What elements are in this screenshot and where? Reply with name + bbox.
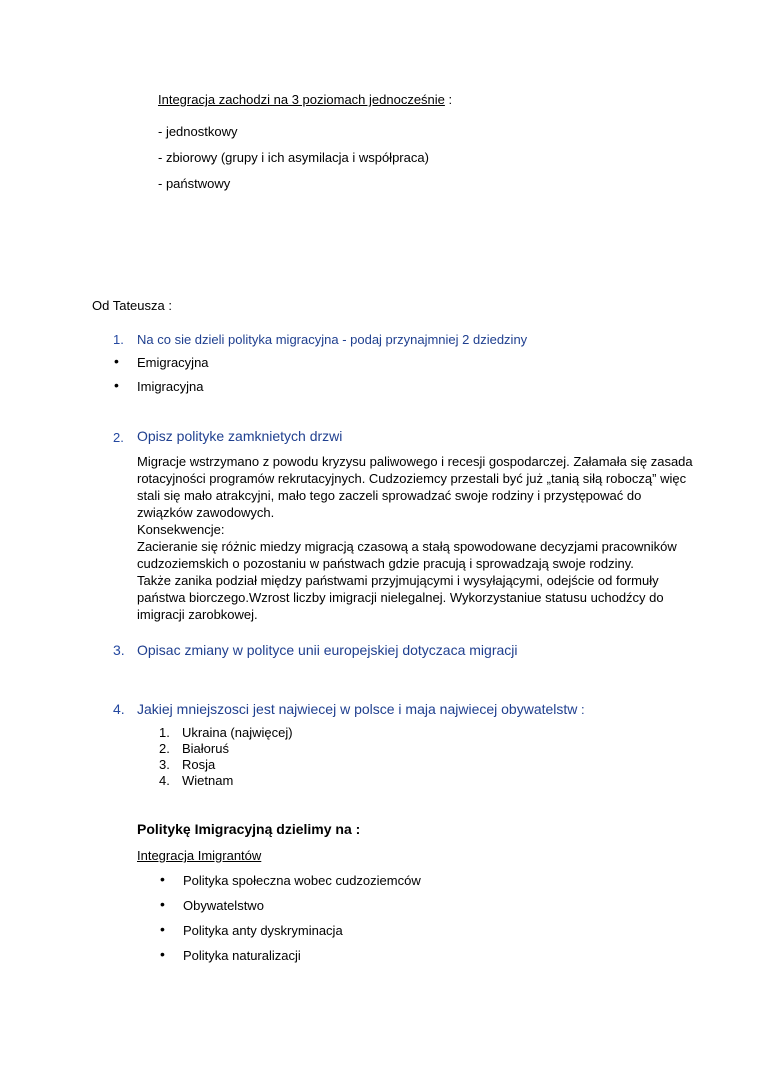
list-number: 4. [159, 773, 170, 788]
list-item: Polityka naturalizacji [183, 948, 301, 963]
paragraph-line: Także zanika podział między państwami przyjmującymi i wysyłającymi, odejście od formuły [137, 573, 659, 588]
paragraph-line: stali się mało atrakcyjni, mało tego zaczeli sprowadzać swoje rodziny i przystępować do [137, 488, 642, 503]
author-label: Od Tateusza : [92, 298, 172, 313]
list-item: - jednostkowy [158, 124, 238, 139]
question-number: 1. [113, 332, 124, 347]
paragraph-line: imigracji zarobkowej. [137, 607, 258, 622]
question-number: 3. [113, 642, 125, 658]
paragraph-line: związków zawodowych. [137, 505, 275, 520]
question-title: Opisac zmiany w polityce unii europejskiej dotyczaca migracji [137, 642, 518, 658]
integration-heading [158, 92, 452, 107]
list-item: Polityka anty dyskryminacja [183, 923, 343, 938]
question-title-text: Jakiej mniejszosci jest najwiecej w polsce i maja najwiecej obywatelstw [137, 701, 578, 717]
bullet-icon: • [160, 921, 165, 937]
bullet-icon: • [160, 946, 165, 962]
paragraph-line: rotacyjności programów rekrutacyjnych. Cudzoziemcy przestali być już „tanią siłą roboczą” więc [137, 471, 687, 486]
section-subheading: Integracja Imigrantów [137, 848, 262, 863]
integration-heading-text: Integracja zachodzi na 3 poziomach jednocześnie [158, 92, 445, 107]
list-item: Imigracyjna [137, 379, 204, 394]
answer-paragraph [137, 453, 697, 623]
question-title: Na co sie dzieli polityka migracyjna - podaj przynajmniej 2 dziedziny [137, 332, 528, 347]
question-title [137, 701, 585, 717]
section-heading: Politykę Imigracyjną dzielimy na : [137, 821, 361, 837]
list-item: Rosja [182, 757, 216, 772]
list-item: Obywatelstwo [183, 898, 264, 913]
paragraph-line: Konsekwencje: [137, 522, 225, 537]
question-title: Opisz polityke zamknietych drzwi [137, 428, 343, 444]
paragraph-line: Migracje wstrzymano z powodu kryzysu paliwowego i recesji gospodarczej. Załamała się zasada [137, 454, 693, 469]
bullet-icon: • [160, 871, 165, 887]
question-number: 4. [113, 701, 125, 717]
list-number: 2. [159, 741, 170, 756]
list-item: Ukraina (najwięcej) [182, 725, 293, 740]
question-number: 2. [113, 430, 124, 445]
list-item: Emigracyjna [137, 355, 209, 370]
list-item: Polityka społeczna wobec cudzoziemców [183, 873, 421, 888]
bullet-icon: • [160, 896, 165, 912]
paragraph-line: państwa biorczego.Wzrost liczby imigracji nielegalnej. Wykorzystaniue statusu uchodźcy do [137, 590, 664, 605]
paragraph-line: cudzoziemskich o pozostaniu w państwach gdzie pracują i sprowadzają swoje rodziny. [137, 556, 634, 571]
list-item: Wietnam [182, 773, 234, 788]
list-item: - państwowy [158, 176, 231, 191]
list-number: 1. [159, 725, 170, 740]
paragraph-line: Zacieranie się różnic miedzy migracją czasową a stałą spowodowane decyzjami pracowników [137, 539, 677, 554]
list-number: 3. [159, 757, 170, 772]
bullet-icon: • [114, 377, 119, 393]
integration-heading-suffix: : [444, 92, 453, 107]
list-item: - zbiorowy (grupy i ich asymilacja i współpraca) [158, 150, 429, 165]
question-title-suffix: : [577, 702, 585, 717]
bullet-icon: • [114, 353, 119, 369]
list-item: Białoruś [182, 741, 229, 756]
